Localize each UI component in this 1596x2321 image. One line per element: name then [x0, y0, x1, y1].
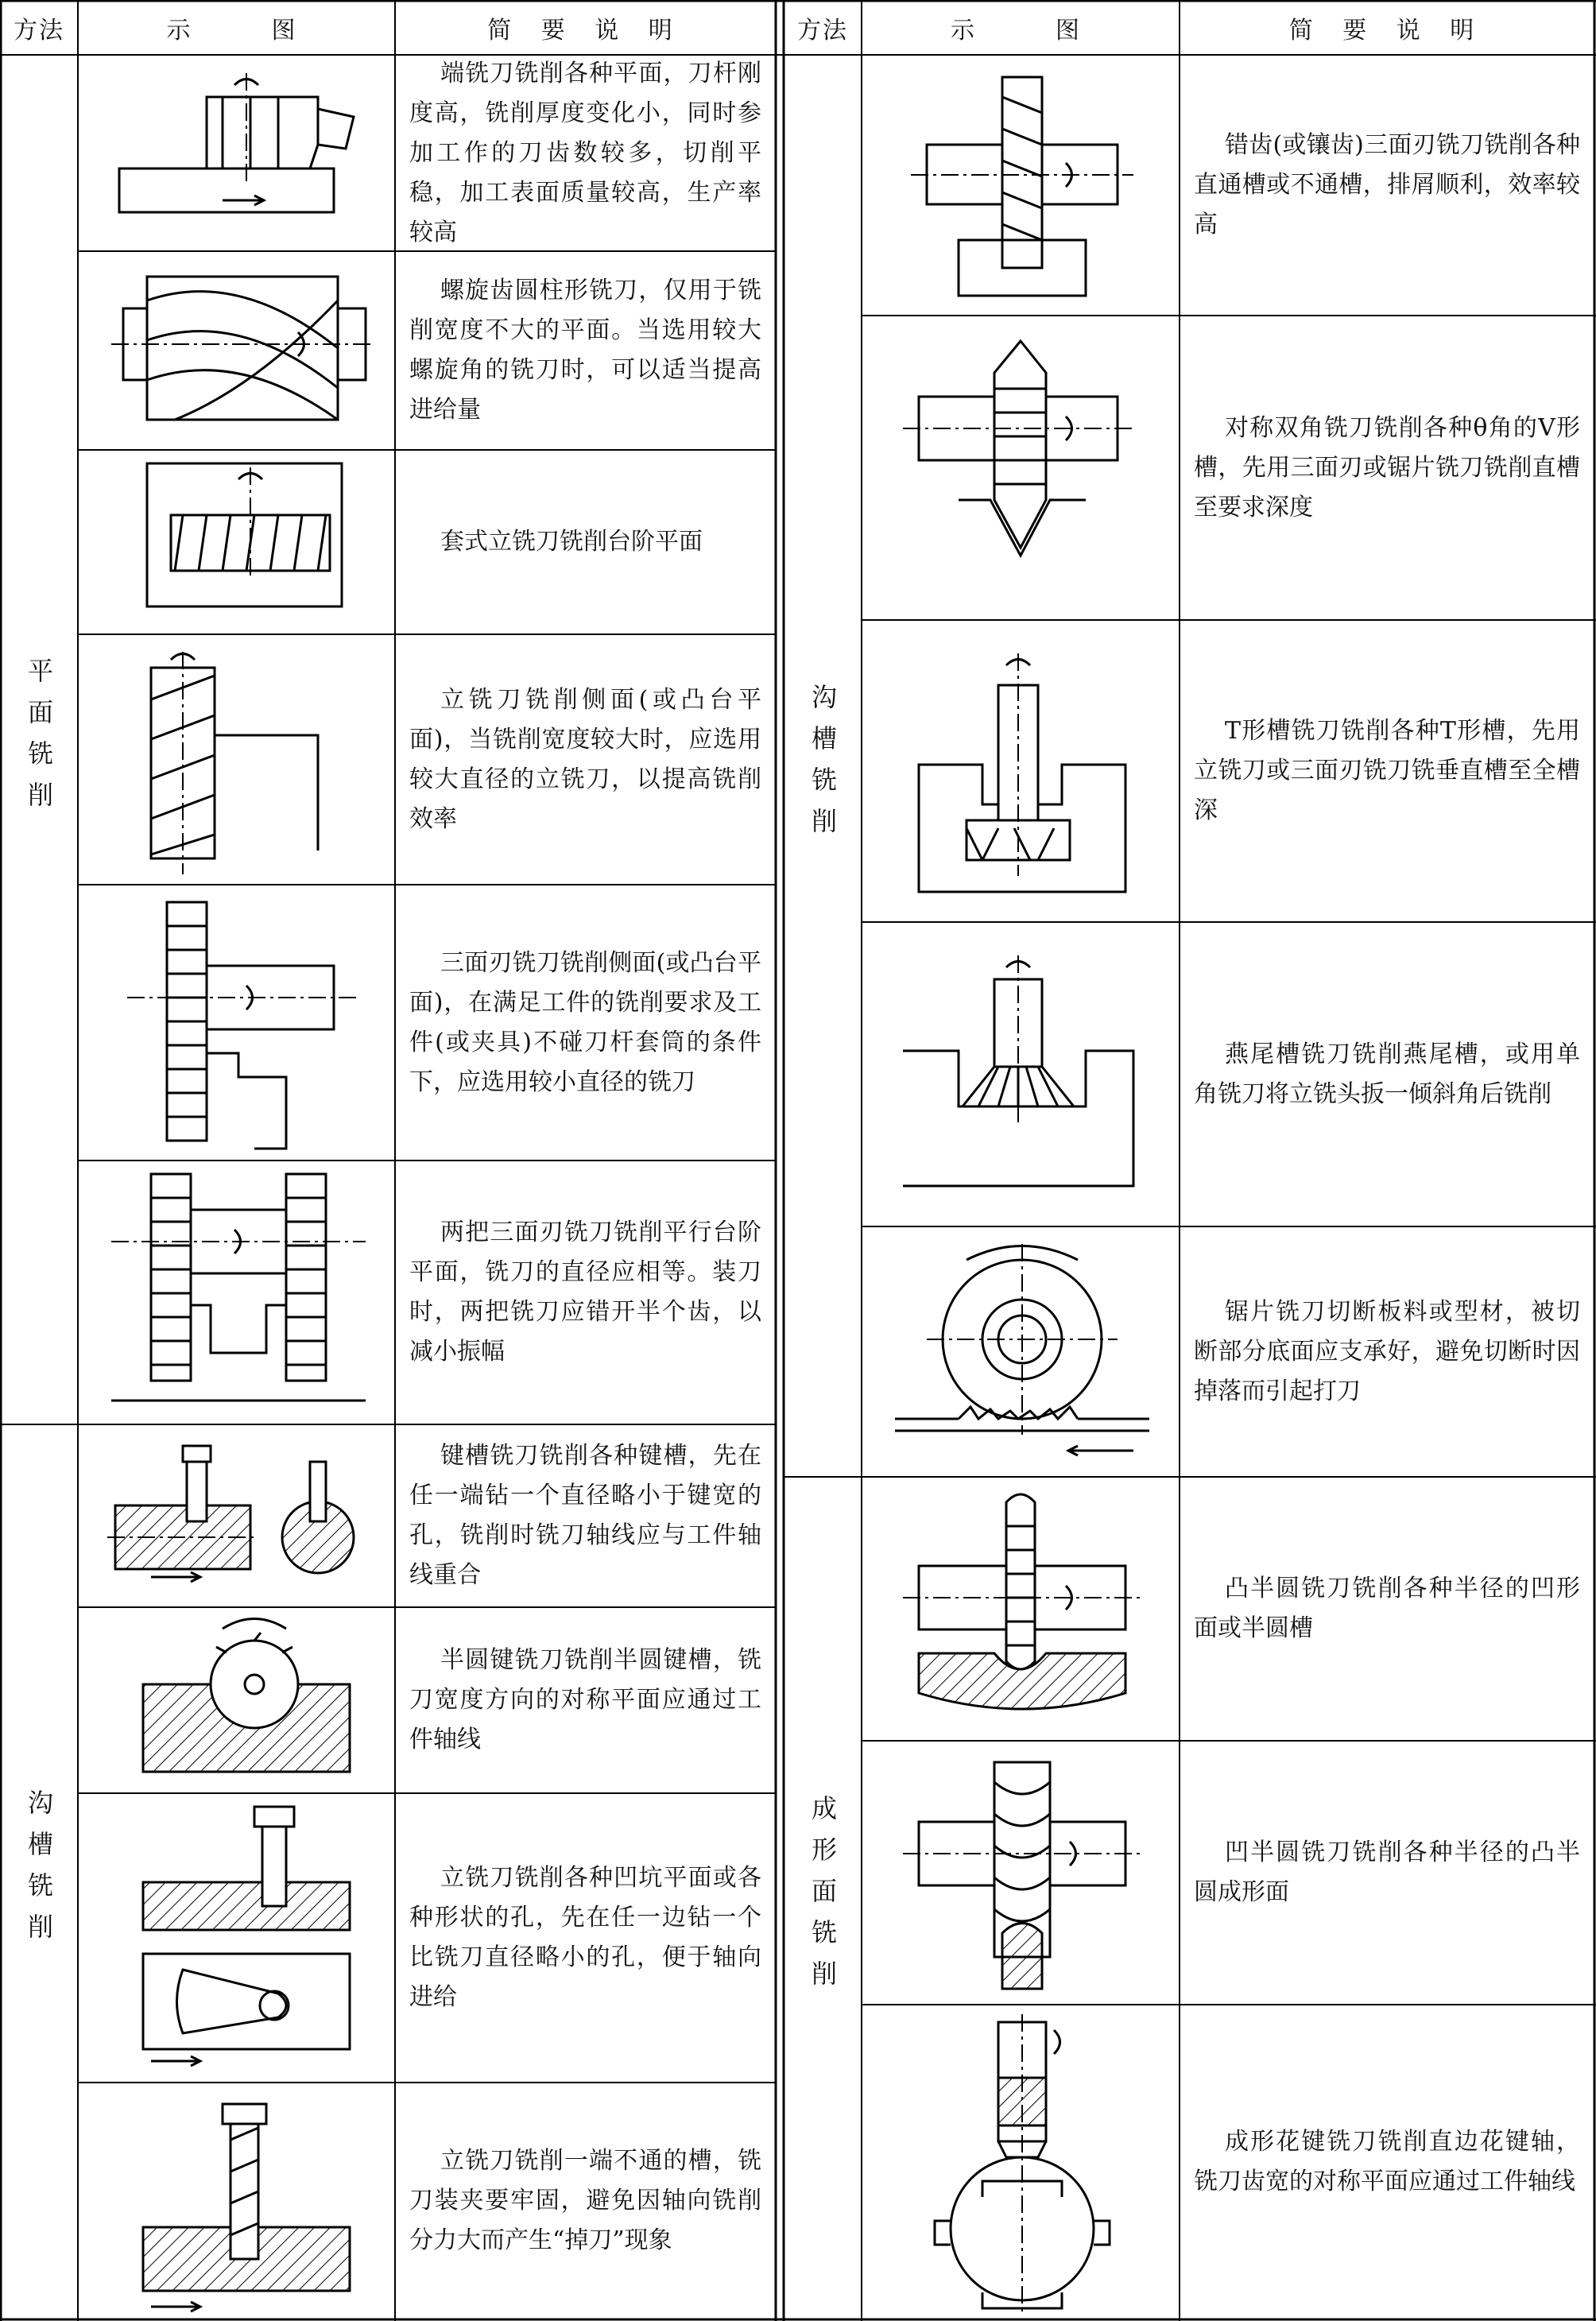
description-right-1: 错齿(或镶齿)三面刃铣刀铣削各种直通槽或不通槽，排屑顺利，效率较高 [1194, 131, 1580, 238]
end-mill-blind-slot-icon [79, 2084, 393, 2318]
double-angle-cutter-icon [863, 317, 1178, 618]
description-left-4: 立铣刀铣削侧面(或凸台平面)，当铣削宽度较大时，应选用较大直径的立铣刀，以提高铣削效率 [409, 685, 761, 833]
header-method-left: 方法 [14, 16, 64, 45]
end-mill-side-icon [79, 636, 393, 883]
woodruff-cutter-icon [79, 1609, 393, 1792]
description-right-6: 凸半圆铣刀铣削各种半径的凹形面或半圆槽 [1194, 1575, 1580, 1642]
description-left-9: 立铣刀铣削各种凹坑平面或各种形状的孔，先在任一边钻一个比铣刀直径略小的孔，便于轴向进给 [409, 1864, 761, 2011]
side-and-face-cutter-icon [79, 886, 393, 1159]
description-left-10: 立铣刀铣削一端不通的槽，铣刀装夹要牢固，避免因轴向铣削分力大而产生“掉刀”现象 [409, 2147, 761, 2254]
header-figure-right: 示 图 [951, 16, 1090, 45]
header-figure-left: 示 图 [166, 16, 307, 45]
description-left-6: 两把三面刃铣刀铣削平行台阶平面，铣刀的直径应相等。装刀时，两把铣刀应错开半个齿，以减小振幅 [409, 1219, 761, 1366]
header-description-left: 简 要 说 明 [487, 16, 684, 45]
method-label-form-milling: 成形面铣削 [808, 1795, 838, 2001]
description-left-5: 三面刃铣刀铣削侧面(或凸台平面)，在满足工件的铣削要求及工件(或夹具)不碰刀杆套筒的条件下，应选用较小直径的铣刀 [409, 948, 761, 1096]
face-mill-icon [79, 57, 393, 250]
keyway-cutter-icon [79, 1426, 393, 1606]
concave-radius-cutter-icon [863, 1742, 1178, 2003]
description-right-5: 锯片铣刀切断板料或型材，被切断部分底面应支承好，避免切断时因掉落而引起打刀 [1194, 1297, 1580, 1405]
description-left-7: 键槽铣刀铣削各种键槽，先在任一端钻一个直径略小于键宽的孔，铣削时铣刀轴线应与工件轴线重合 [409, 1442, 761, 1589]
end-mill-pocket-icon [79, 1795, 393, 2081]
description-left-8: 半圆键铣刀铣削半圆键槽，铣刀宽度方向的对称平面应通过工件轴线 [409, 1646, 761, 1753]
description-right-3: T形槽铣刀铣削各种T形槽，先用立铣刀或三面刃铣刀铣垂直槽至全槽深 [1194, 717, 1580, 824]
dovetail-cutter-icon [863, 924, 1178, 1225]
description-right-2: 对称双角铣刀铣削各种θ角的V形槽，先用三面刃或锯片铣刀铣削直槽至要求深度 [1194, 413, 1580, 521]
helical-cylindrical-cutter-icon [79, 253, 393, 448]
staggered-tooth-cutter-icon [863, 57, 1178, 314]
shell-end-mill-icon [79, 451, 393, 633]
method-label-groove-milling-right: 沟槽铣削 [808, 683, 838, 849]
header-method-right: 方法 [797, 16, 848, 45]
description-right-4: 燕尾槽铣刀铣削燕尾槽，或用单角铣刀将立铣头扳一倾斜角后铣削 [1194, 1040, 1580, 1108]
description-left-2: 螺旋齿圆柱形铣刀，仅用于铣削宽度不大的平面。当选用较大螺旋角的铣刀时，可以适当提高进给量 [409, 277, 761, 424]
slitting-saw-icon [863, 1228, 1178, 1475]
t-slot-cutter-icon [863, 622, 1178, 920]
description-left-1: 端铣刀铣削各种平面，刀杆刚度高，铣削厚度变化小，同时参加工作的刀齿数较多，切削平稳，加工表面质量较高，生产率较高 [409, 59, 761, 246]
straddle-milling-icon [79, 1162, 393, 1423]
description-left-3: 套式立铣刀铣削台阶平面 [440, 528, 703, 556]
description-right-8: 成形花键铣刀铣削直边花键轴，铣刀齿宽的对称平面应通过工件轴线 [1194, 2128, 1580, 2195]
header-description-right: 简 要 说 明 [1288, 16, 1486, 45]
method-label-groove-milling-left: 沟槽铣削 [24, 1789, 54, 1955]
convex-radius-cutter-icon [863, 1478, 1178, 1739]
spline-form-cutter-icon [863, 2006, 1178, 2318]
description-right-7: 凹半圆铣刀铣削各种半径的凸半圆成形面 [1194, 1839, 1580, 1906]
method-label-plane-milling: 平面铣削 [24, 657, 54, 823]
